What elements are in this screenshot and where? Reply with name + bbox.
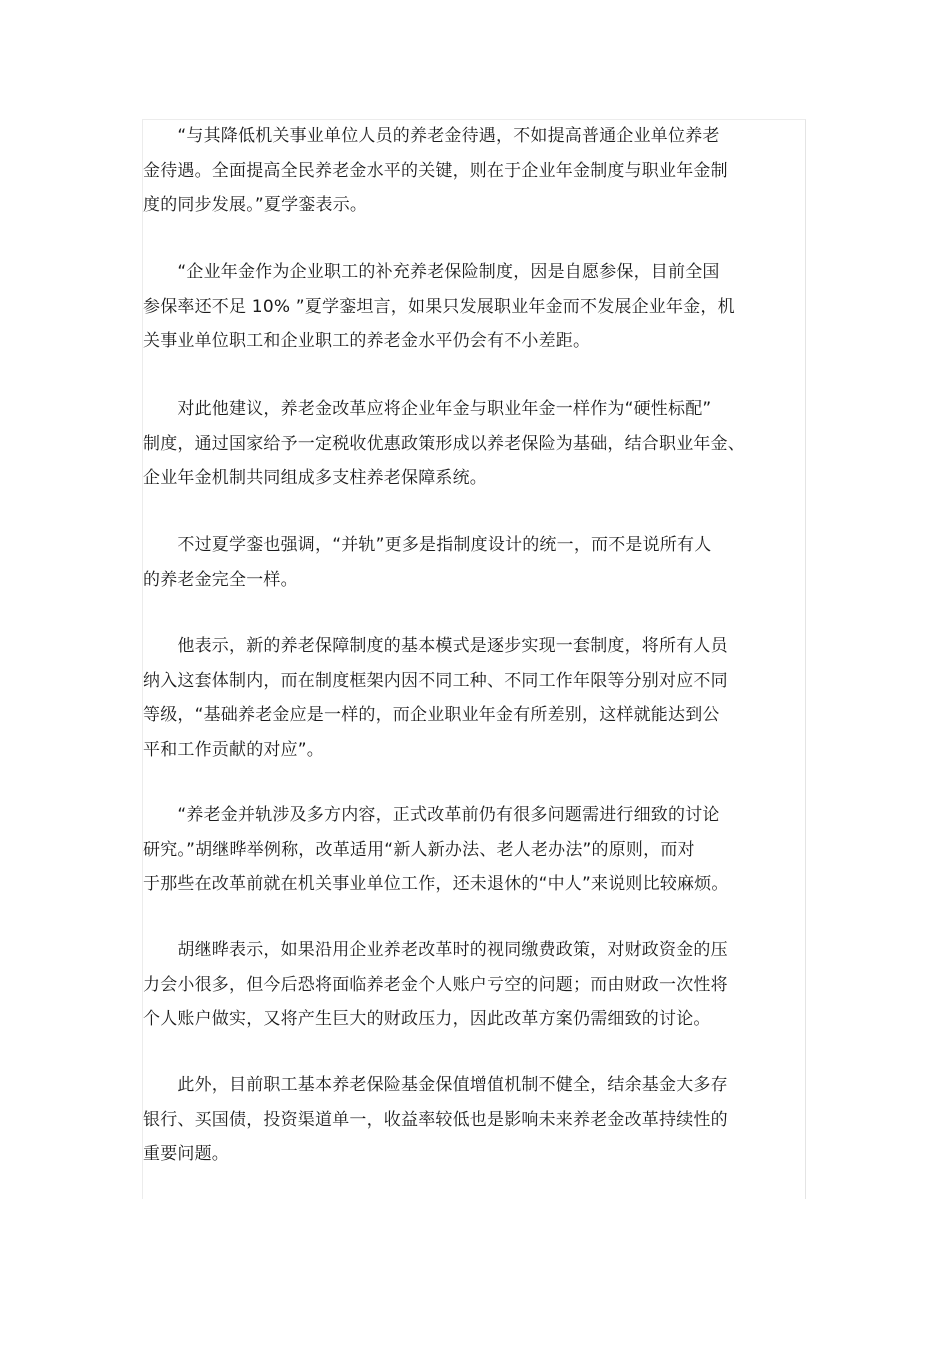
text-line: “养老金并轨涉及多方内容，正式改革前仍有很多问题需进行细致的讨论 [143,805,720,825]
text-line: 胡继晔表示，如果沿用企业养老改革时的视同缴费政策，对财政资金的压 [143,940,728,960]
text-line: “与其降低机关事业单位人员的养老金待遇，不如提高普通企业单位养老 [143,126,720,146]
text-line: 平和工作贡献的对应”。 [143,739,325,760]
paragraph-6 [143,798,729,902]
paragraph-1 [143,119,728,223]
text-line: 研究。”胡继晔举例称，改革适用“新人新办法、老人老办法”的原则，而对 [143,839,695,860]
paragraph-4 [143,528,711,597]
text-line: 力会小很多，但今后恐将面临养老金个人账户亏空的问题；而由财政一次性将 [143,974,728,995]
text-line: 重要问题。 [143,1144,229,1164]
paragraph-5 [143,629,728,767]
text-line: 他表示，新的养老保障制度的基本模式是逐步实现一套制度，将所有人员 [143,636,728,656]
text-line: 个人账户做实，又将产生巨大的财政压力，因此改革方案仍需细致的讨论。 [143,1009,711,1029]
text-line: 此外，目前职工基本养老保险基金保值增值机制不健全，结余基金大多存 [143,1075,728,1095]
text-line: 的养老金完全一样。 [143,569,298,590]
text-line: 度的同步发展。”夏学銮表示。 [143,195,368,215]
paragraph-3 [143,392,745,496]
text-line: 企业年金机制共同组成多支柱养老保障系统。 [143,468,487,488]
text-line: 于那些在改革前就在机关事业单位工作，还未退休的“中人”来说则比较麻烦。 [143,874,729,894]
text-line: 银行、买国债，投资渠道单一，收益率较低也是影响未来养老金改革持续性的 [143,1109,728,1130]
text-line: 等级，“基础养老金应是一样的，而企业职业年金有所差别，这样就能达到公 [143,705,720,725]
text-line: 纳入这套体制内，而在制度框架内因不同工种、不同工作年限等分别对应不同 [143,670,728,691]
text-line: 关事业单位职工和企业职工的养老金水平仍会有不小差距。 [143,331,591,351]
paragraph-8 [143,1068,728,1172]
text-line: 对此他建议，养老金改革应将企业年金与职业年金一样作为“硬性标配” [143,399,712,419]
text-line: 制度，通过国家给予一定税收优惠政策形成以养老保险为基础，结合职业年金、 [143,433,745,454]
paragraph-2 [143,255,735,359]
text-line: 参保率还不足 10% ”夏学銮坦言，如果只发展职业年金而不发展企业年金，机 [143,296,735,317]
text-line: 金待遇。全面提高全民养老金水平的关键，则在于企业年金制度与职业年金制 [143,160,728,181]
paragraph-7 [143,933,728,1037]
text-line: “企业年金作为企业职工的补充养老保险制度，因是自愿参保，目前全国 [143,262,720,282]
text-line: 不过夏学銮也强调，“并轨”更多是指制度设计的统一，而不是说所有人 [143,535,712,555]
